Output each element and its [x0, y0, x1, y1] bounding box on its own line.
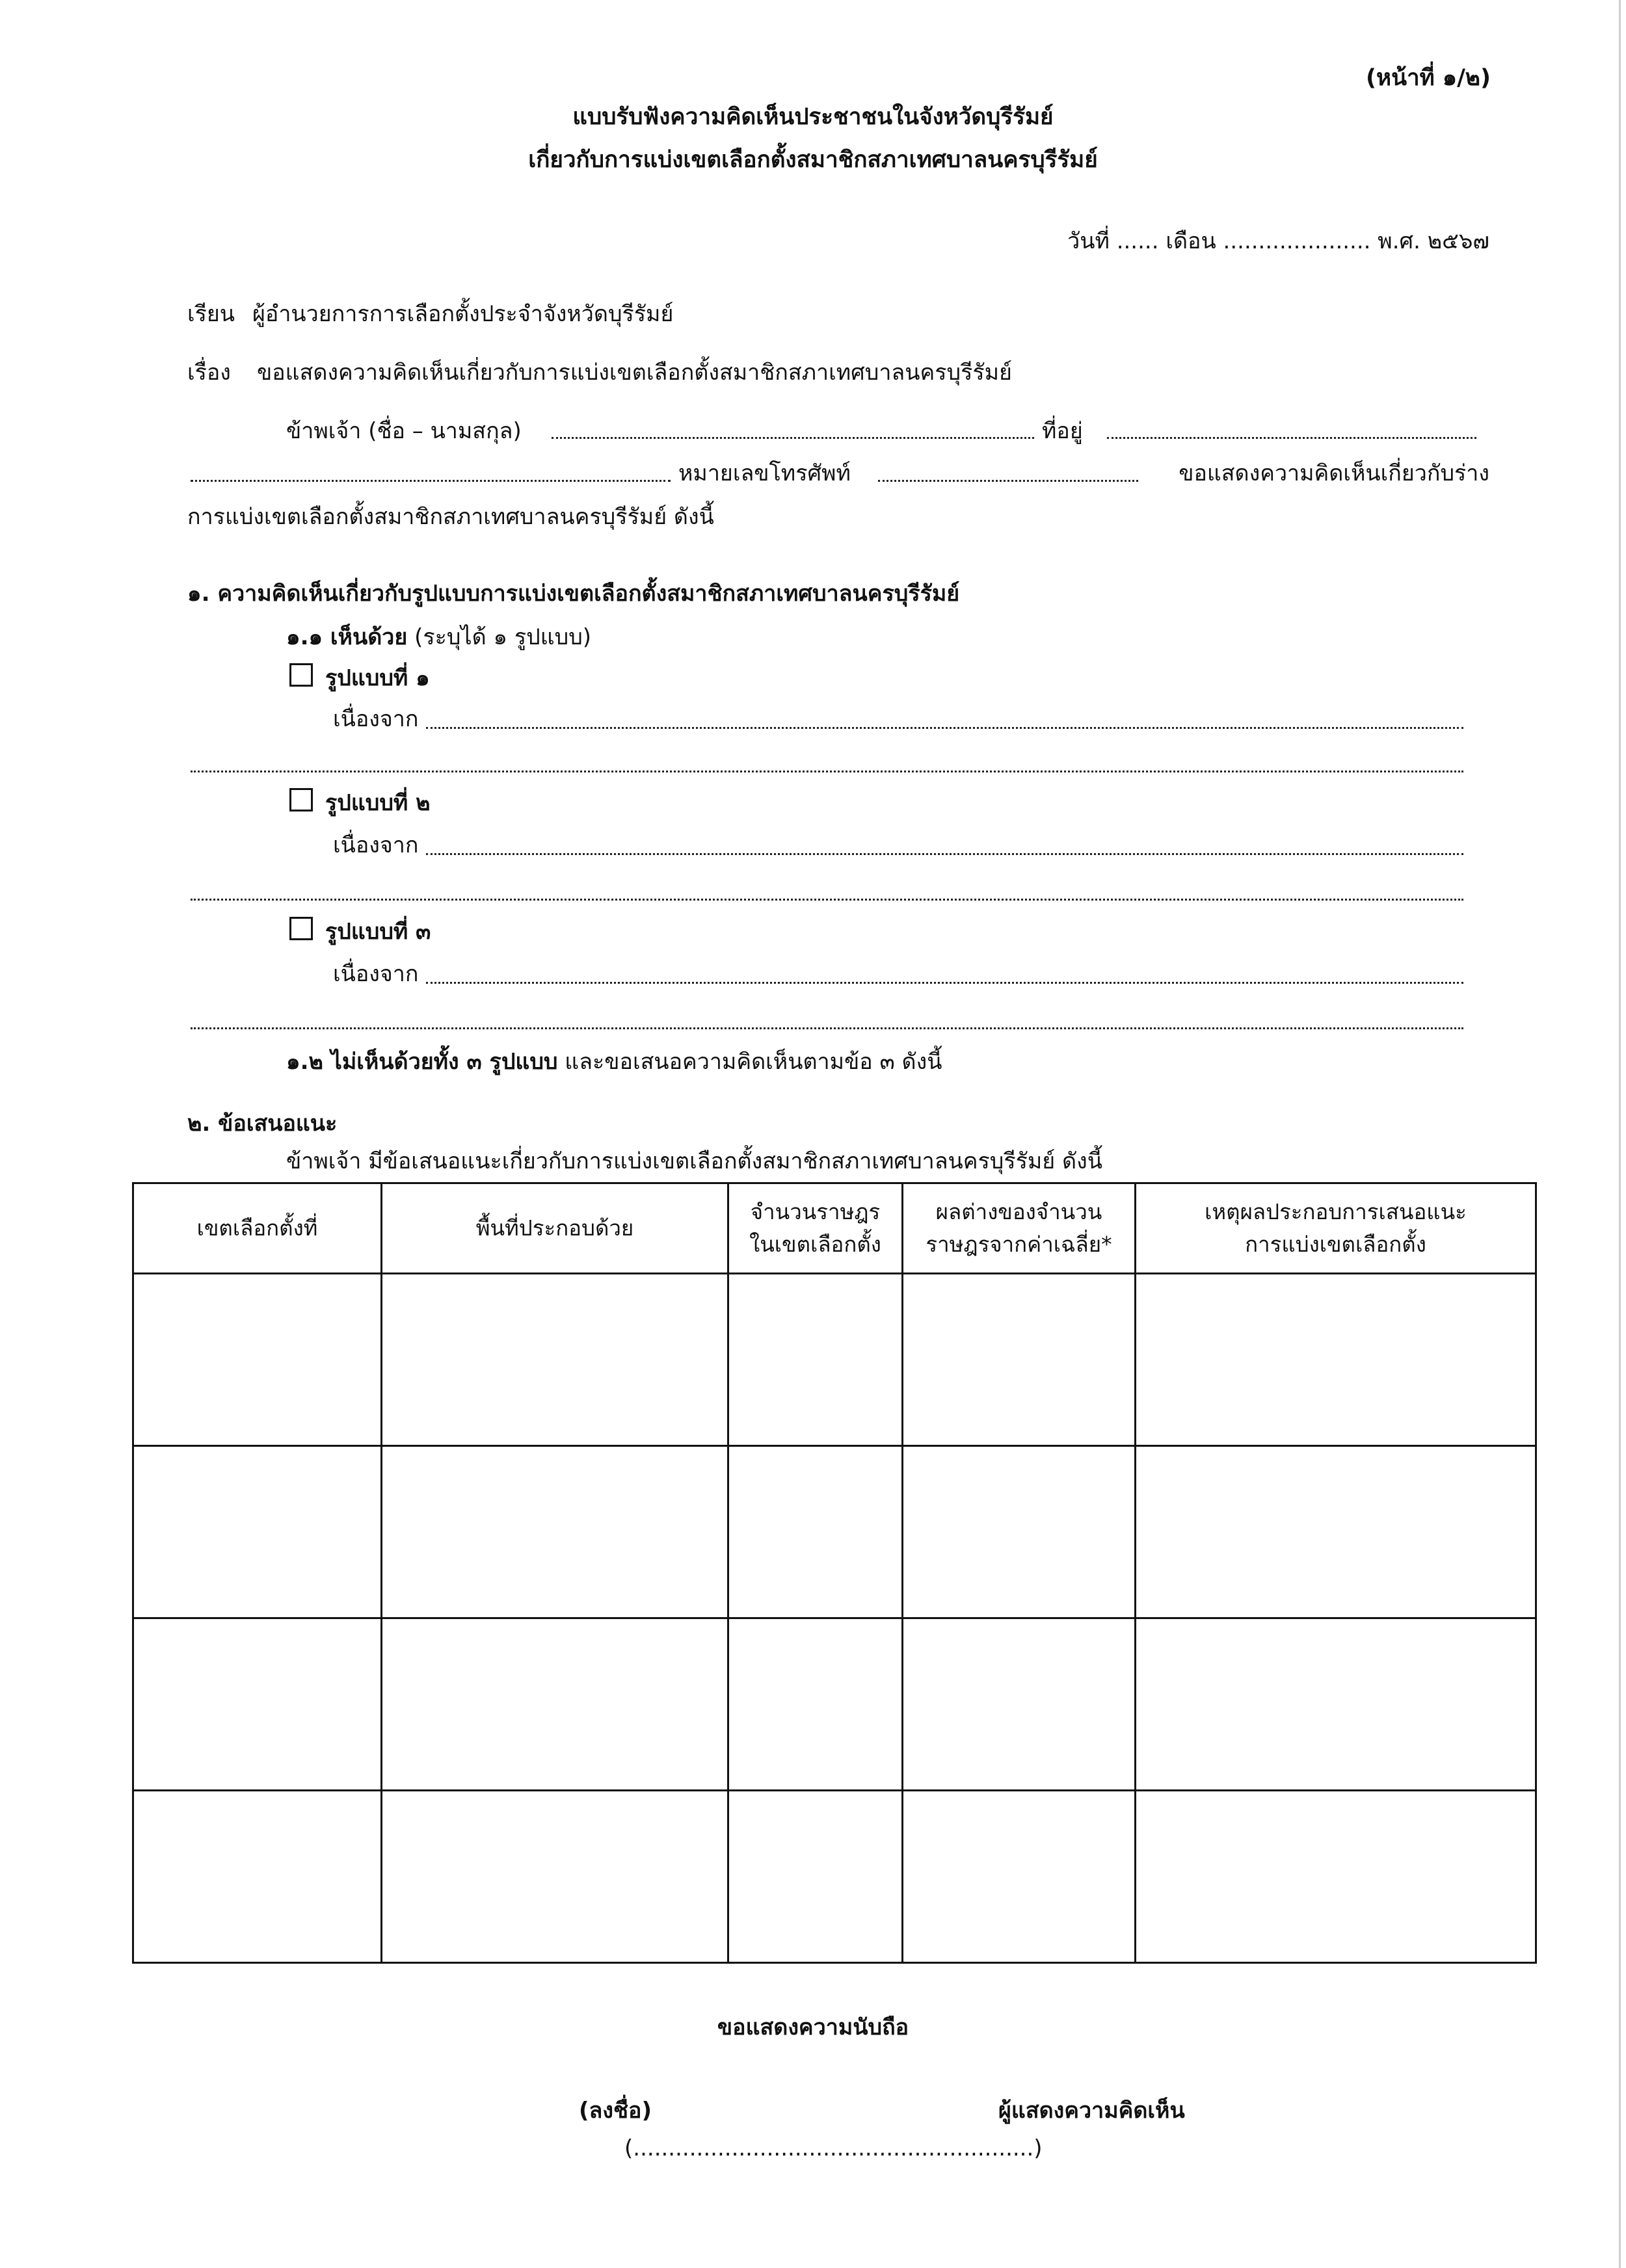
- closing-regards: ขอแสดงความนับถือ: [717, 2014, 909, 2040]
- option-3-label: รูปแบบที่ ๓: [325, 919, 431, 945]
- table-row: [133, 1446, 1536, 1618]
- option-1-reason-label: เนื่องจาก: [333, 706, 419, 732]
- subject-label: เรื่อง: [187, 360, 231, 386]
- header-population: จำนวนราษฎร ในเขตเลือกตั้ง: [728, 1183, 903, 1274]
- section2-heading: ๒. ข้อเสนอแนะ: [187, 1111, 338, 1137]
- header-district-number: เขตเลือกตั้งที่: [133, 1183, 382, 1274]
- header-area: พื้นที่ประกอบด้วย: [382, 1183, 728, 1274]
- table-cell[interactable]: [1136, 1274, 1536, 1446]
- opinion-lead: ขอแสดงความคิดเห็นเกี่ยวกับร่าง: [1179, 460, 1489, 486]
- option-2-reason-field[interactable]: [426, 853, 1463, 855]
- section1-sub1-note: (ระบุได้ ๑ รูปแบบ): [414, 624, 592, 650]
- option-1-label: รูปแบบที่ ๑: [325, 665, 430, 691]
- option-3-reason-field-2[interactable]: [191, 1027, 1463, 1029]
- table-cell[interactable]: [728, 1618, 903, 1791]
- signature-label: (ลงชื่อ): [579, 2098, 652, 2124]
- table-row: [133, 1618, 1536, 1791]
- table-row: [133, 1791, 1536, 1963]
- table-cell[interactable]: [133, 1791, 382, 1963]
- date-line[interactable]: วันที่ ...... เดือน ..................... พ.ศ. ๒๕๖๗: [1067, 228, 1489, 254]
- signer-name-field[interactable]: (.........................................................): [624, 2135, 1043, 2161]
- table-cell[interactable]: [1136, 1446, 1536, 1618]
- section1-sub1-label: ๑.๑ เห็นด้วย: [286, 624, 408, 650]
- title-line-1: แบบรับฟังความคิดเห็นประชาชนในจังหวัดบุรีรัมย์: [572, 104, 1054, 130]
- option-1-reason-field-2[interactable]: [191, 771, 1463, 772]
- signer-role: ผู้แสดงความคิดเห็น: [998, 2098, 1185, 2124]
- header-reason: เหตุผลประกอบการเสนอแนะ การแบ่งเขตเลือกตั้ง: [1136, 1183, 1536, 1274]
- table-header-row: [133, 1183, 1536, 1274]
- option-3-checkbox[interactable]: [289, 917, 313, 940]
- table-cell[interactable]: [903, 1274, 1136, 1446]
- subject-value: ขอแสดงความคิดเห็นเกี่ยวกับการแบ่งเขตเลือกตั้งสมาชิกสภาเทศบาลนครบุรีรัมย์: [257, 360, 1012, 386]
- suggestion-table: [132, 1182, 1537, 1964]
- table-row: [133, 1274, 1536, 1446]
- option-1-checkbox[interactable]: [289, 663, 313, 687]
- table-cell[interactable]: [382, 1274, 728, 1446]
- section1-sub2-label: ๑.๒ ไม่เห็นด้วยทั้ง ๓ รูปแบบ: [286, 1049, 558, 1075]
- table-cell[interactable]: [382, 1618, 728, 1791]
- intro-line-3: การแบ่งเขตเลือกตั้งสมาชิกสภาเทศบาลนครบุรีรัมย์ ดังนี้: [187, 504, 714, 530]
- table-cell[interactable]: [133, 1618, 382, 1791]
- phone-field[interactable]: [878, 480, 1138, 482]
- page-number: (หน้าที่ ๑/๒): [1366, 65, 1491, 91]
- table-cell[interactable]: [1136, 1791, 1536, 1963]
- option-2-label: รูปแบบที่ ๒: [325, 790, 431, 816]
- table-cell[interactable]: [903, 1618, 1136, 1791]
- address-field[interactable]: [1107, 437, 1476, 439]
- header-population-difference: ผลต่างของจำนวน ราษฎรจากค่าเฉลี่ย*: [903, 1183, 1136, 1274]
- to-value: ผู้อำนวยการการเลือกตั้งประจำจังหวัดบุรีรัมย์: [252, 301, 674, 327]
- option-2-reason-label: เนื่องจาก: [333, 832, 419, 858]
- scan-edge: [1619, 0, 1621, 2268]
- table-cell[interactable]: [728, 1791, 903, 1963]
- option-2-checkbox[interactable]: [289, 788, 313, 811]
- name-label: ข้าพเจ้า (ชื่อ – นามสกุล): [286, 418, 522, 444]
- table-cell[interactable]: [133, 1274, 382, 1446]
- address-field-continued[interactable]: [191, 480, 671, 482]
- table-cell[interactable]: [382, 1446, 728, 1618]
- table-cell[interactable]: [728, 1274, 903, 1446]
- option-3-reason-field[interactable]: [426, 982, 1463, 984]
- section2-intro: ข้าพเจ้า มีข้อเสนอแนะเกี่ยวกับการแบ่งเขตเลือกตั้งสมาชิกสภาเทศบาลนครบุรีรัมย์ ดังนี้: [286, 1148, 1102, 1174]
- section1-heading: ๑. ความคิดเห็นเกี่ยวกับรูปแบบการแบ่งเขตเลือกตั้งสมาชิกสภาเทศบาลนครบุรีรัมย์: [187, 581, 960, 607]
- section1-sub2-rest: และขอเสนอความคิดเห็นตามข้อ ๓ ดังนี้: [565, 1049, 942, 1075]
- to-label: เรียน: [187, 301, 235, 327]
- table-cell[interactable]: [728, 1446, 903, 1618]
- option-3-reason-label: เนื่องจาก: [333, 961, 419, 987]
- table-cell[interactable]: [1136, 1618, 1536, 1791]
- name-field[interactable]: [552, 437, 1034, 439]
- option-1-reason-field[interactable]: [426, 727, 1463, 729]
- table-cell[interactable]: [382, 1791, 728, 1963]
- table-cell[interactable]: [903, 1446, 1136, 1618]
- table-cell[interactable]: [903, 1791, 1136, 1963]
- option-2-reason-field-2[interactable]: [191, 899, 1463, 901]
- table-cell[interactable]: [133, 1446, 382, 1618]
- phone-label: หมายเลขโทรศัพท์: [678, 460, 851, 486]
- title-line-2: เกี่ยวกับการแบ่งเขตเลือกตั้งสมาชิกสภาเทศบาลนครบุรีรัมย์: [528, 147, 1098, 173]
- address-label: ที่อยู่: [1042, 418, 1083, 444]
